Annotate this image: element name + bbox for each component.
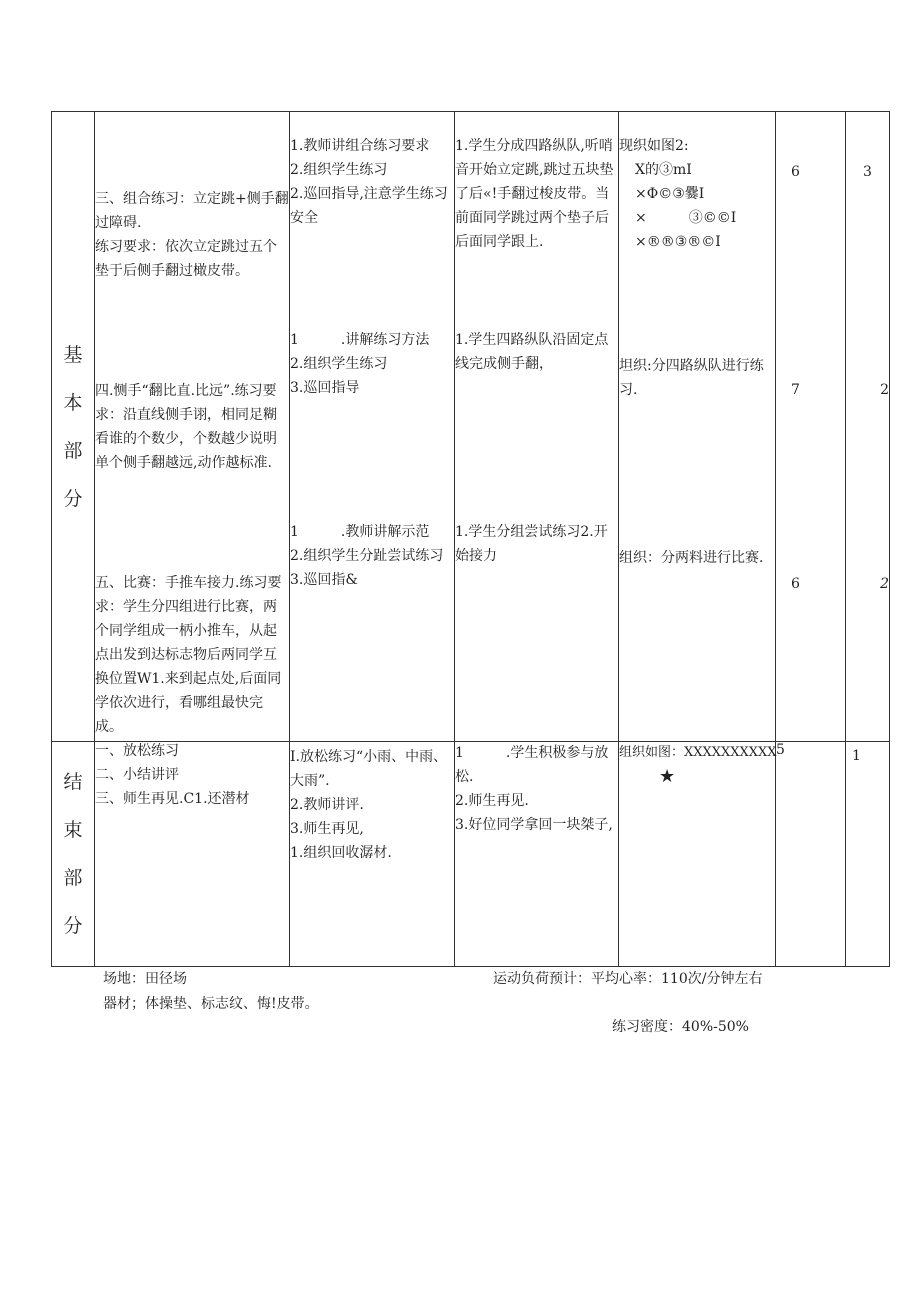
section-label-end: 结 束 部 分 — [52, 742, 95, 967]
density-text: 练习密度：40%-50% — [612, 1019, 749, 1035]
equipment-text: 器材；体操垫、标志纹、悔!皮带。 — [103, 996, 319, 1012]
lesson-plan-table — [51, 111, 890, 967]
row1-content: 三、组合练习：立定跳+侧手翻过障碍. — [95, 191, 289, 231]
count-column-end: 1 — [846, 742, 890, 967]
student-column-end: 1 .学生积极参与放 松. 2.师生再见. 3.好位同学拿回一块桀子, — [455, 742, 619, 967]
org-column-end: 组织如图：XXXXXXXXXX ★ — [619, 742, 776, 967]
row3-content: 五、比赛：手推车接力.练习要求：学生分四组进行比赛，两个同学组成一柄小推车，从起点出发到达标志物后两同学互换位置W1.来到起点处,后面同学依次进行，看哪组最快完成。 — [95, 575, 282, 735]
venue-text: 场地：田径场 — [103, 971, 187, 987]
time-column-basic: 6 7 6 — [776, 112, 846, 742]
teacher-column-basic: 1.教师讲组合练习要求 2.组织学生练习 2.巡回指导,注意学生练习安全 1 .讲解练习方法 2.组织学生练习 3.巡回指导 1 .教师讲解示范 2.组织学生分趾尝试练习 3.巡回指& — [290, 112, 455, 742]
time-column-end: 5 — [776, 742, 846, 967]
row2-content: 四.恻手“翻比直.比远”.练习要求：沿直线侧手诩，相同足糊看谁的个数少，个数越少说明单个侧手翻越远,动作越标准. — [95, 383, 277, 471]
load-text: 运动负荷预计：平均心率：110次/分钟左右 — [493, 971, 763, 987]
section-label-basic: 基 本 部 分 — [52, 112, 95, 742]
content-column-basic — [95, 112, 290, 742]
content-column-end: 一、放松练习 二、小结讲评 三、师生再见.C1.还潜材 — [95, 742, 290, 967]
teacher-column-end: I.放松练习“小雨、中雨、大雨”. 2.教师讲评. 3.师生再见, 1.组织回收潺材. — [290, 742, 455, 967]
count-column-basic: 3 2 2 — [846, 112, 890, 742]
org-diagram-title: 现织如图2: — [619, 138, 689, 154]
student-column-basic: 1.学生分成四路纵队,听哨音开始立定跳,跳过五块垫了后«!手翻过梭皮带。当前面同学跳过两个垫子后后面同学跟上. 1.学生四路纵队沿固定点线完成侧手翻， 1.学生分组尝试练习2.开始接力 — [455, 112, 619, 742]
teacher-star-icon: ★ — [659, 766, 676, 787]
row1-requirement: 练习要求：依次立定跳过五个垫于后侧手翻过橄皮带。 — [95, 239, 277, 279]
org-column-basic: 现织如图2: X的③mI ×Φ©③爨I × ③©©I ×®®③®©I 坦织:分四路纵队进行练习. 组织：分两料进行比赛. — [619, 112, 776, 742]
